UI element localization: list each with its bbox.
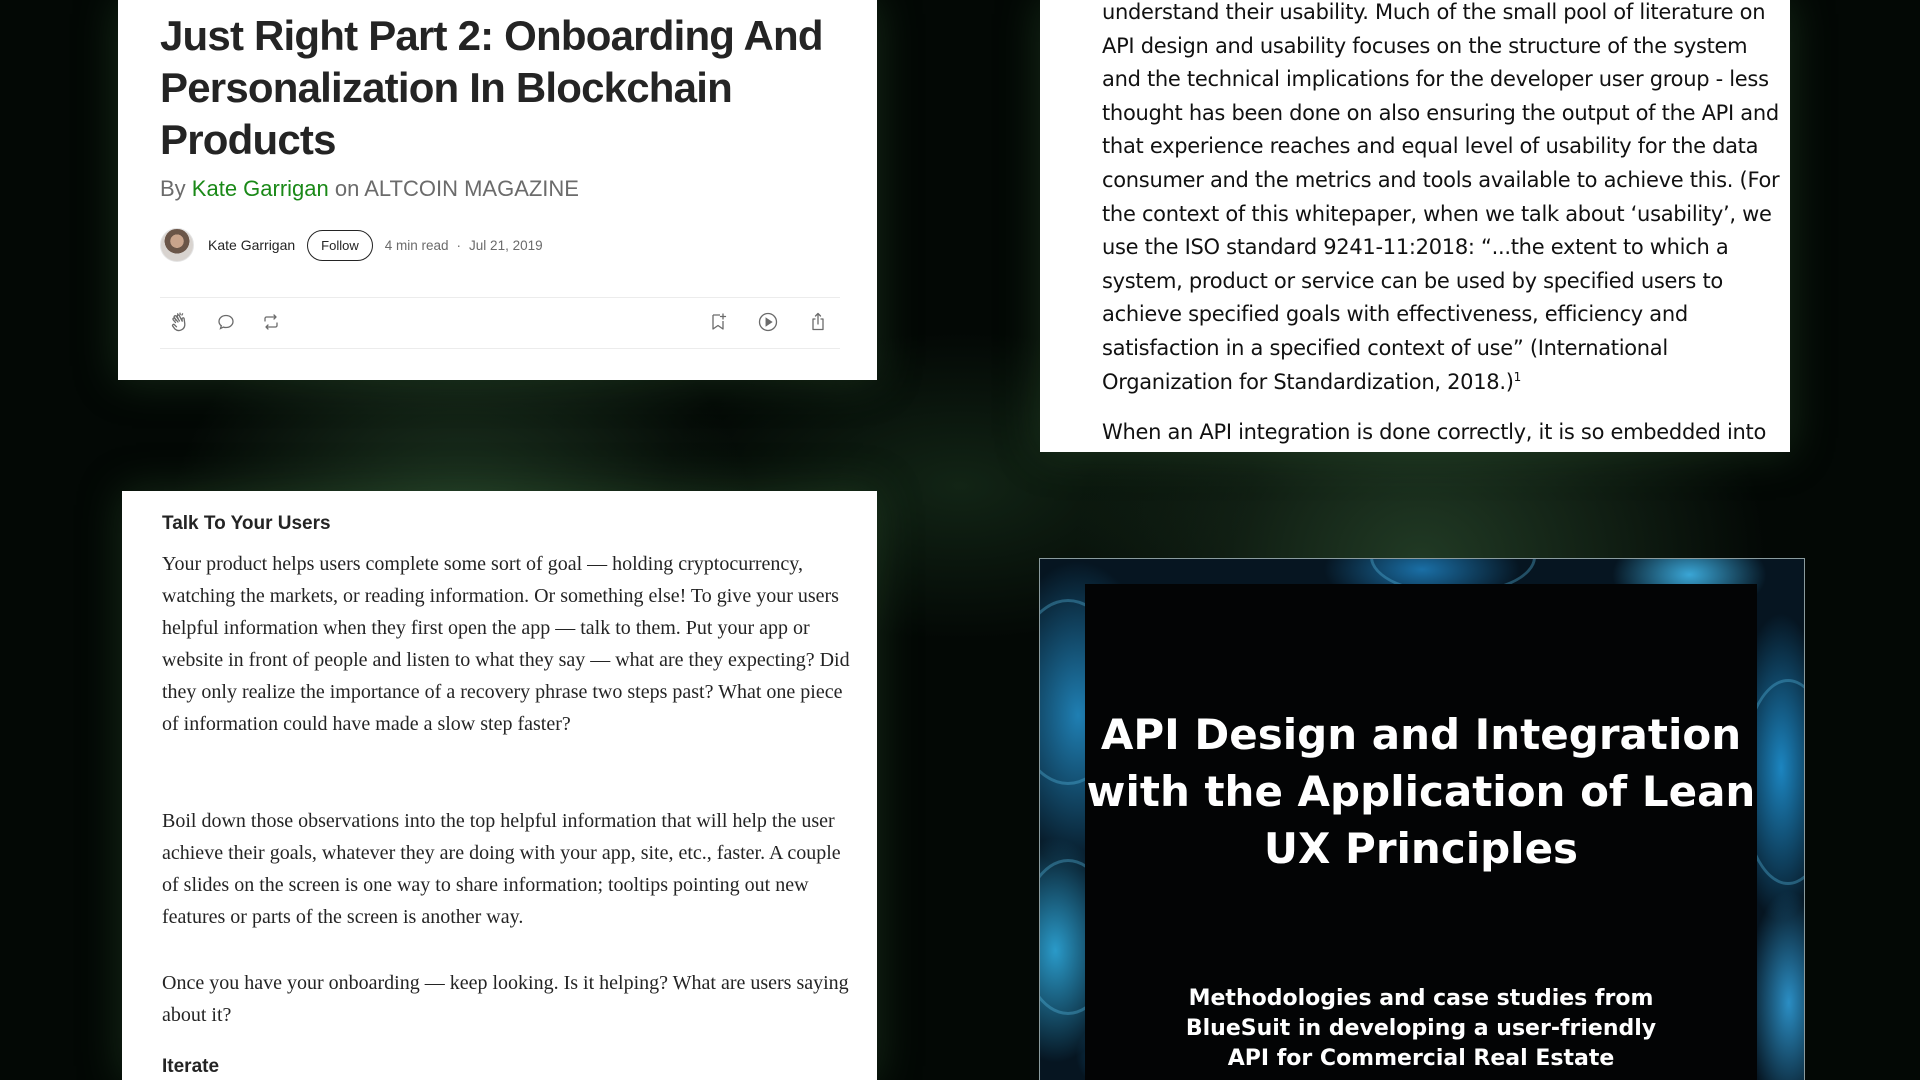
read-time: 4 min read bbox=[384, 237, 449, 253]
author-avatar[interactable] bbox=[160, 228, 194, 262]
article-action-bar bbox=[160, 297, 840, 349]
meta-author-name[interactable]: Kate Garrigan bbox=[208, 237, 296, 253]
comment-icon[interactable] bbox=[214, 310, 238, 334]
byline-prefix: By bbox=[160, 176, 192, 201]
whitepaper-cover-card bbox=[1039, 558, 1805, 1080]
byline-middle: on bbox=[328, 176, 365, 201]
body-paragraph: Once you have your onboarding — keep looking. Is it helping? What are users saying about it? bbox=[162, 972, 849, 1026]
cover-panel bbox=[1085, 584, 1757, 1080]
whitepaper-text-card bbox=[1040, 0, 1790, 452]
play-icon[interactable] bbox=[756, 310, 780, 334]
byline-publication-link[interactable]: ALTCOIN MAGAZINE bbox=[364, 176, 579, 201]
whitepaper-paragraph: When an API integration is done correctly, it is so embedded into bbox=[1102, 420, 1767, 444]
article-meta-row bbox=[160, 228, 543, 262]
footnote-marker: 1 bbox=[1513, 369, 1521, 384]
publish-date: Jul 21, 2019 bbox=[469, 237, 543, 253]
body-paragraph: Your product helps users complete some sort of goal — holding cryptocurrency, watching the markets, or reading information. Or something else! To give your users helpful information when they first open the app — talk to them. Put your app or website in front of people and listen to what they say — what are they expecting? Did they only realize the importance of a recovery phrase two steps past? What one piece of information could have made a slow step faster? bbox=[162, 553, 850, 735]
byline-author-link[interactable]: Kate Garrigan bbox=[191, 176, 329, 201]
clap-icon[interactable] bbox=[168, 310, 192, 334]
whitepaper-paragraph bbox=[1102, 0, 1782, 399]
body-paragraph: Boil down those observations into the top helpful information that will help the user achieve their goals, whatever they are doing with your app, site, etc., faster. A couple of slides on the screen is one way to share information; tooltips pointing out new features or parts of the screen is another way. bbox=[162, 810, 841, 928]
cover-title: API Design and Integration with the Application of Lean UX Principles bbox=[1086, 710, 1756, 873]
article-title: Just Right Part 2: Onboarding And Personalization In Blockchain Products bbox=[160, 12, 823, 163]
article-header-card bbox=[118, 0, 877, 380]
whitepaper-paragraph-text: understand their usability. Much of the small pool of literature on API design and usability focuses on the structure of the system and the technical implications for the developer user group - less thought has been done on also ensuring the output of the API and that experience reaches and equal level of usability for the data consumer and the metrics and tools available to achieve this. (For the context of this whitepaper, when we talk about ‘usability’, we use the ISO standard 9241-11:2018: “...the extent to which a system, product or service can be used by specified users to achieve specified goals with effectiveness, efficiency and satisfaction in a specified context of use” (International Organization for Standardization, 2018.) bbox=[1102, 0, 1780, 394]
bookmark-icon[interactable] bbox=[706, 310, 730, 334]
share-icon[interactable] bbox=[806, 310, 830, 334]
section-heading: Talk To Your Users bbox=[162, 513, 331, 534]
article-body-card bbox=[122, 491, 877, 1080]
section-heading: Iterate bbox=[162, 1056, 220, 1077]
follow-button[interactable]: Follow bbox=[307, 230, 373, 261]
article-byline bbox=[160, 176, 579, 202]
meta-separator: · bbox=[456, 237, 462, 253]
repost-icon[interactable] bbox=[259, 310, 283, 334]
cover-subtitle: Methodologies and case studies from BlueSuit in developing a user-friendly API for Commercial Real Estate bbox=[1185, 986, 1657, 1071]
